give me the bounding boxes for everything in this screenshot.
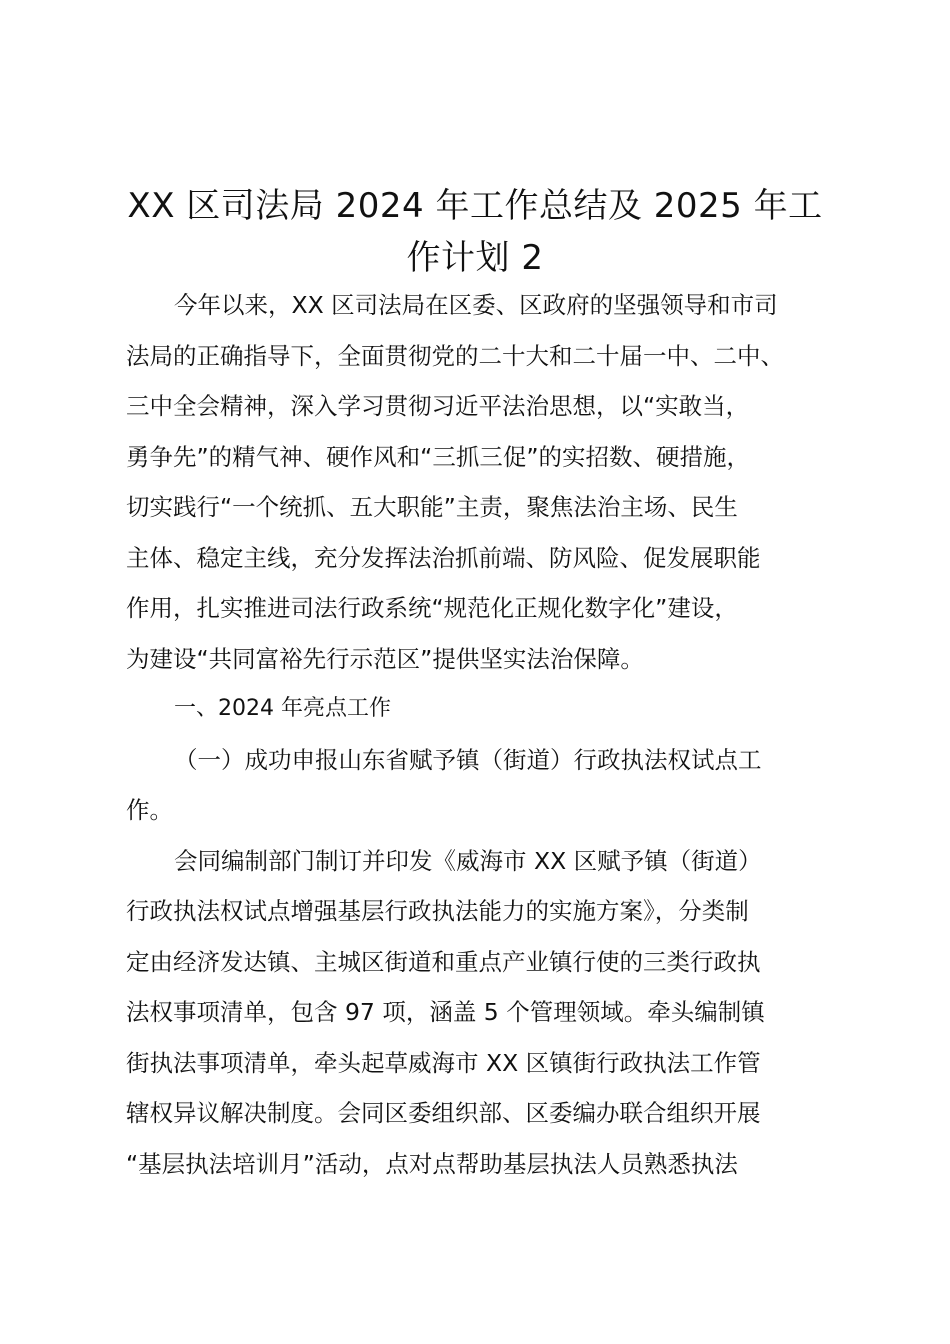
document-body: [126, 280, 846, 1189]
text-line: “基层执法培训月”活动，点对点帮助基层执法人员熟悉执法: [126, 1149, 738, 1178]
text-line: 今年以来，XX 区司法局在区委、区政府的坚强领导和市司: [174, 291, 778, 319]
text-line: 勇争先”的精气神、硬作风和“三抓三促”的实招数、硬措施，: [126, 442, 751, 471]
text-line: 街执法事项清单，牵头起草威海市 XX 区镇街行政执法工作管: [126, 1048, 761, 1077]
text-line: 会同编制部门制订并印发《威海市 XX 区赋予镇（街道）: [174, 846, 762, 875]
text-line: 为建设“共同富裕先行示范区”提供坚实法治保障。: [126, 644, 644, 673]
text-line: 行政执法权试点增强基层行政执法能力的实施方案》，分类制: [126, 897, 749, 925]
intro-paragraph: [126, 280, 846, 684]
text-line: 作。: [126, 796, 173, 824]
document-title: [100, 180, 850, 284]
text-line: 法局的正确指导下，全面贯彻党的二十大和二十届一中、二中、: [126, 341, 784, 370]
title-line: XX 区司法局 2024 年工作总结及 2025 年工: [127, 186, 823, 226]
text-line: 三中全会精神，深入学习贯彻习近平法治思想，以“实敢当，: [126, 392, 750, 420]
text-line: 作用，扎实推进司法行政系统“规范化正规化数字化”建设，: [126, 594, 738, 622]
section-heading: [126, 684, 846, 735]
body-paragraph: [126, 836, 846, 1190]
text-line: （一）成功申报山东省赋予镇（街道）行政执法权试点工: [174, 745, 762, 774]
text-line: 主体、稳定主线，充分发挥法治抓前端、防风险、促发展职能: [126, 543, 761, 572]
text-line: 定由经济发达镇、主城区街道和重点产业镇行使的三类行政执: [126, 947, 761, 976]
subsection-heading: [126, 735, 846, 836]
text-line: 法权事项清单，包含 97 项，涵盖 5 个管理领域。牵头编制镇: [126, 998, 765, 1026]
title-line: 作计划 2: [406, 238, 544, 278]
text-line: 切实践行“一个统抓、五大职能”主责，聚焦法治主场、民生: [126, 493, 738, 521]
heading-line: 一、2024 年亮点工作: [174, 696, 391, 721]
text-line: 辖权异议解决制度。会同区委组织部、区委编办联合组织开展: [126, 1099, 761, 1127]
